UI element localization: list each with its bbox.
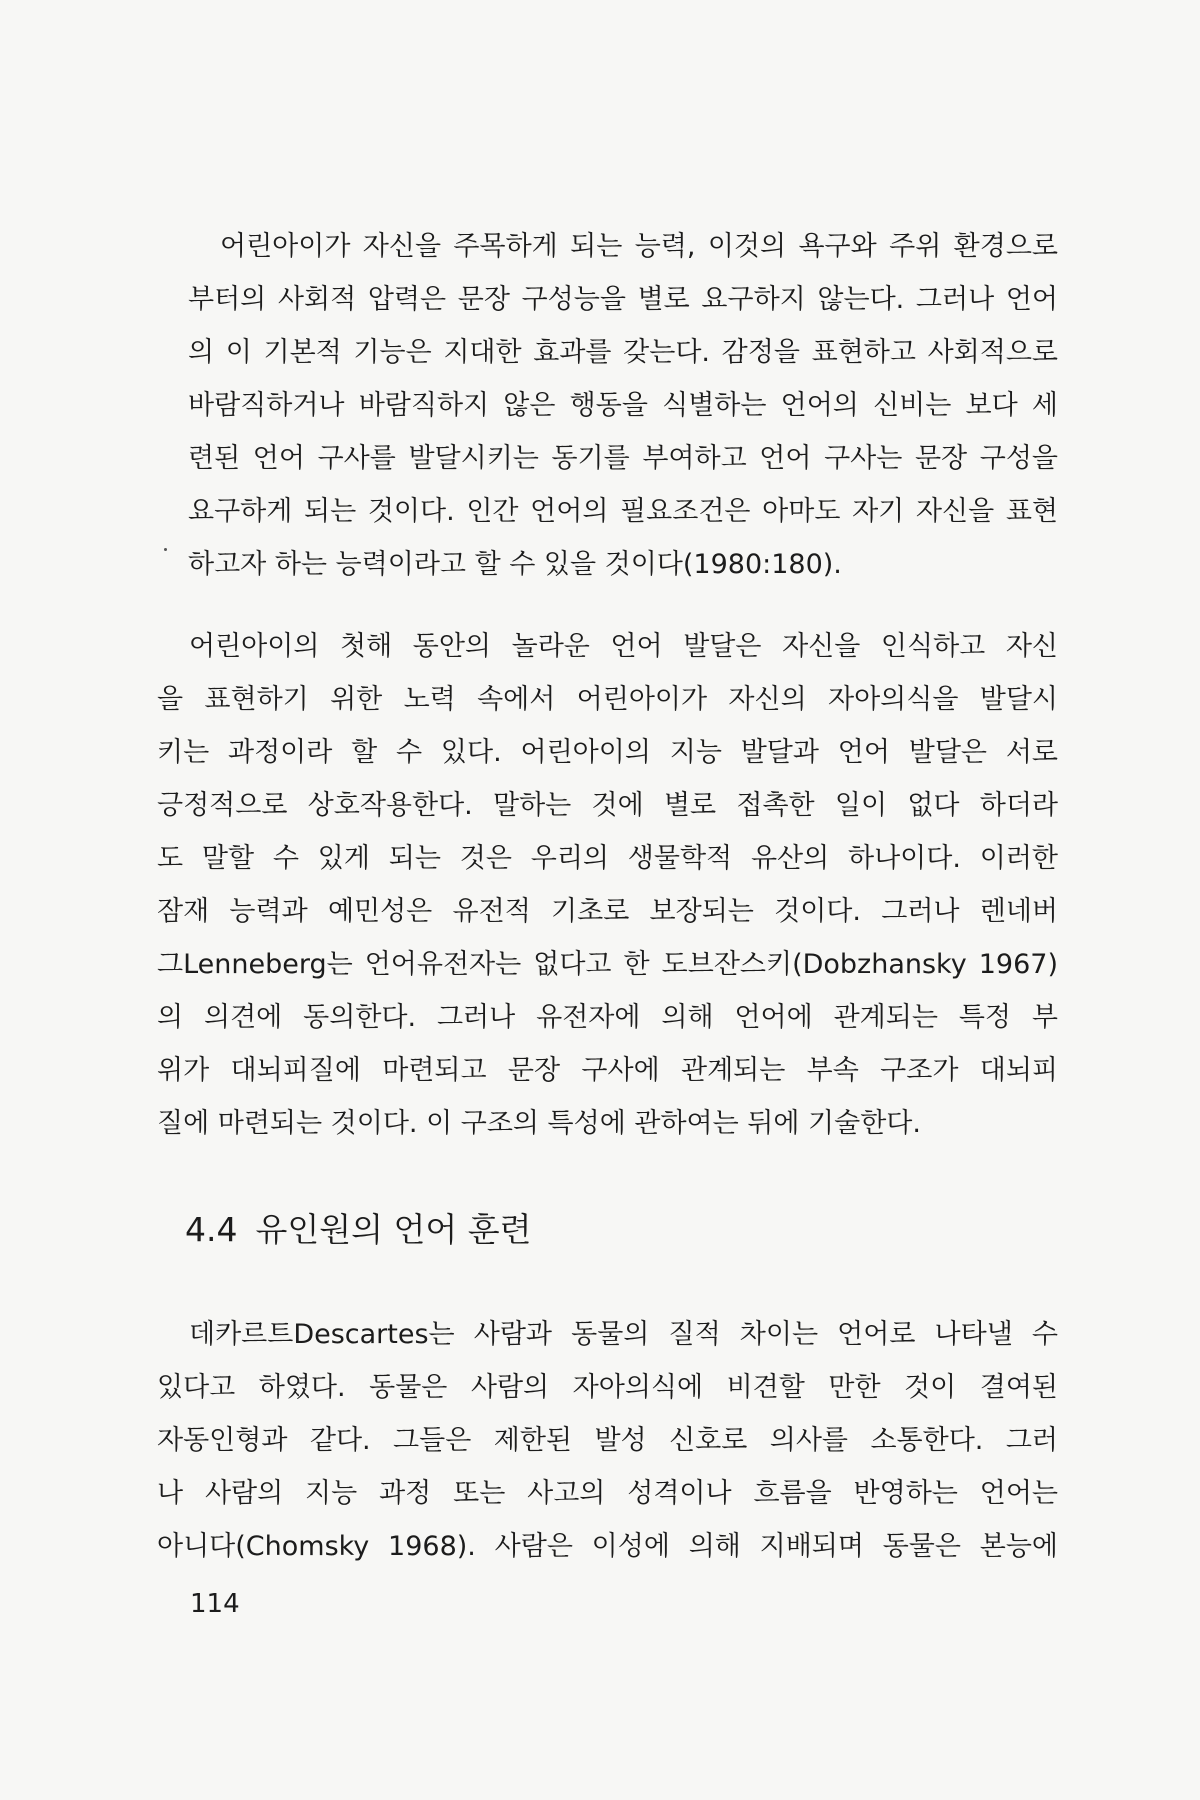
text-line: 바람직하거나 바람직하지 않은 행동을 식별하는 언어의 신비는 보다 세: [188, 390, 1058, 421]
text-line: 긍정적으로 상호작용한다. 말하는 것에 별로 접촉한 일이 없다 하더라: [157, 790, 1058, 821]
text-line: 어린아이의 첫해 동안의 놀라운 언어 발달은 자신을 인식하고 자신: [189, 631, 1058, 662]
text-line: 자동인형과 같다. 그들은 제한된 발성 신호로 의사를 소통한다. 그러: [157, 1425, 1058, 1456]
text-line: 요구하게 되는 것이다. 인간 언어의 필요조건은 아마도 자기 자신을 표현: [188, 496, 1058, 527]
text-line: 키는 과정이라 할 수 있다. 어린아이의 지능 발달과 언어 발달은 서로: [157, 737, 1058, 768]
block-quote: [188, 220, 1058, 591]
page-number: 114: [190, 1589, 240, 1619]
text-line: 의 의견에 동의한다. 그러나 유전자에 의해 언어에 관계되는 특정 부: [157, 1002, 1058, 1033]
text-line: 련된 언어 구사를 발달시키는 동기를 부여하고 언어 구사는 문장 구성을: [188, 443, 1058, 474]
body-paragraph: [157, 1308, 1058, 1573]
section-heading: [185, 1208, 532, 1252]
text-line: 있다고 하였다. 동물은 사람의 자아의식에 비견할 만한 것이 결여된: [157, 1372, 1058, 1403]
text-line: 위가 대뇌피질에 마련되고 문장 구사에 관계되는 부속 구조가 대뇌피: [157, 1055, 1058, 1086]
text-line: 그Lenneberg는 언어유전자는 없다고 한 도브잔스키(Dobzhansky 1967): [157, 949, 1058, 980]
text-line: 질에 마련되는 것이다. 이 구조의 특성에 관하여는 뒤에 기술한다.: [157, 1108, 921, 1139]
text-line: 잠재 능력과 예민성은 유전적 기초로 보장되는 것이다. 그러나 렌네버: [157, 896, 1058, 927]
text-line: 어린아이가 자신을 주목하게 되는 능력, 이것의 욕구와 주위 환경으로: [220, 231, 1058, 262]
body-paragraph: [157, 620, 1058, 1150]
text-line: 의 이 기본적 기능은 지대한 효과를 갖는다. 감정을 표현하고 사회적으로: [188, 337, 1058, 368]
margin-mark: [164, 548, 167, 551]
text-line: 아니다(Chomsky 1968). 사람은 이성에 의해 지배되며 동물은 본능에: [157, 1531, 1058, 1562]
text-line: 하고자 하는 능력이라고 할 수 있을 것이다(1980:180).: [188, 549, 842, 580]
text-line: 을 표현하기 위한 노력 속에서 어린아이가 자신의 자아의식을 발달시: [157, 684, 1058, 715]
section-number: 4.4: [185, 1210, 238, 1249]
text-line: 부터의 사회적 압력은 문장 구성능을 별로 요구하지 않는다. 그러나 언어: [188, 284, 1058, 315]
text-line: 나 사람의 지능 과정 또는 사고의 성격이나 흐름을 반영하는 언어는: [157, 1478, 1058, 1509]
text-line: 데카르트Descartes는 사람과 동물의 질적 차이는 언어로 나타낼 수: [189, 1319, 1058, 1350]
section-title: 유인원의 언어 훈련: [255, 1210, 532, 1249]
text-line: 도 말할 수 있게 되는 것은 우리의 생물학적 유산의 하나이다. 이러한: [157, 843, 1058, 874]
